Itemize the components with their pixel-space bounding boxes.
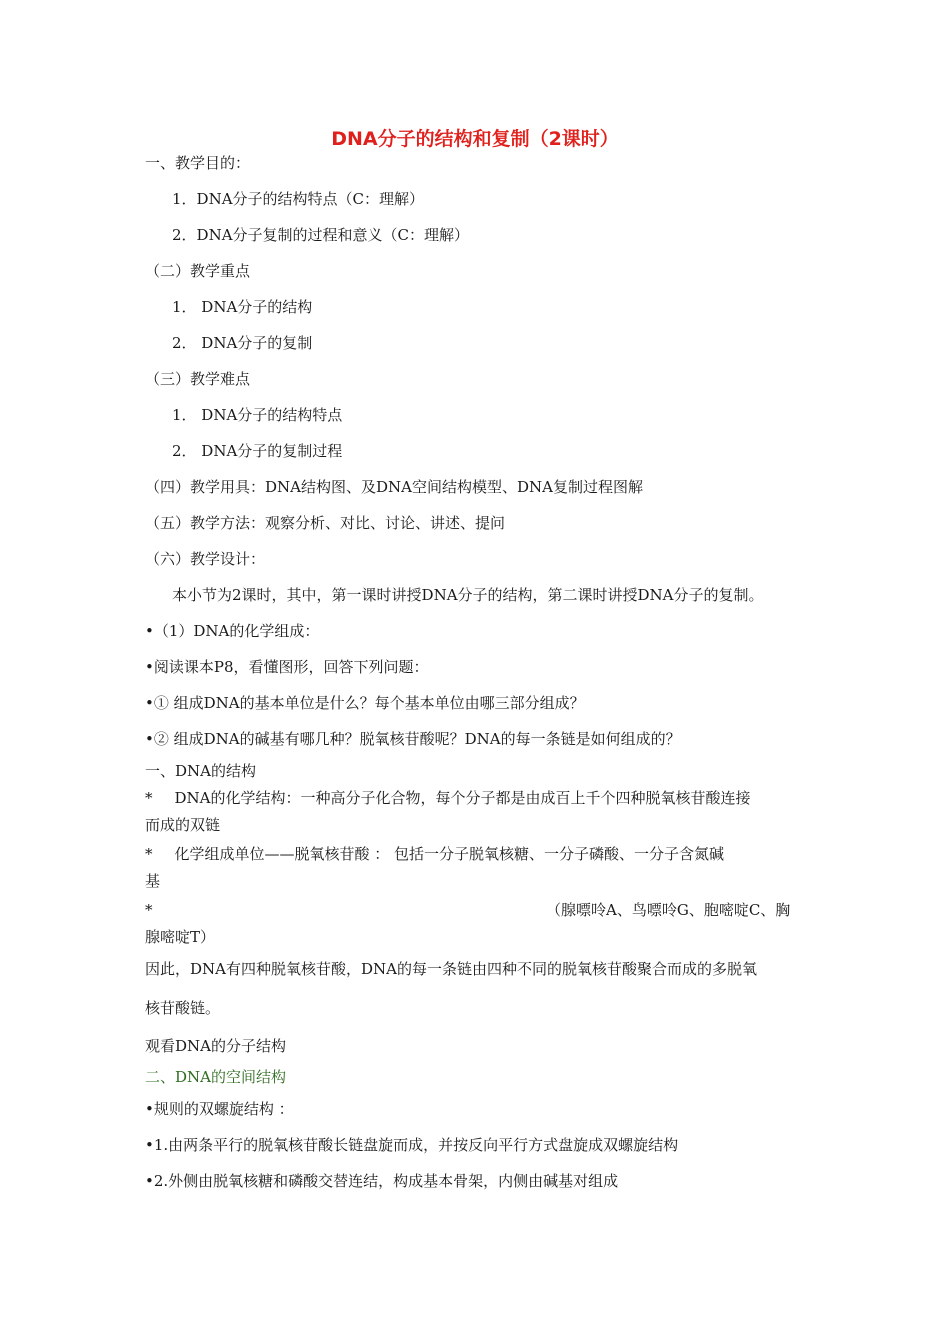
bases-list-continued: 腺嘧啶T） bbox=[145, 928, 216, 946]
chemical-structure-continued: 而成的双链 bbox=[145, 816, 221, 834]
bullet-double-helix: •规则的双螺旋结构 ： bbox=[145, 1100, 294, 1118]
heading-objectives: 一、教学目的： bbox=[145, 154, 251, 172]
heading-dna-structure: 一、DNA的结构 bbox=[145, 762, 256, 780]
objective-1: 1．DNA分子的结构特点（C：理解） bbox=[172, 190, 425, 208]
watch-structure-line: 观看DNA的分子结构 bbox=[145, 1037, 286, 1055]
bullet-question-2: •② 组成DNA的碱基有哪几种？脱氧核苷酸呢？DNA的每一条链是如何组成的？ bbox=[145, 730, 681, 748]
heading-key-points: （二）教学重点 bbox=[145, 262, 251, 280]
heading-spatial-structure: 二、DNA的空间结构 bbox=[145, 1068, 286, 1086]
star-item-composition-unit bbox=[145, 844, 724, 864]
key-point-1: 1． DNA分子的结构 bbox=[172, 298, 313, 316]
objective-2: 2．DNA分子复制的过程和意义（C：理解） bbox=[172, 226, 470, 244]
star-marker: * bbox=[145, 789, 153, 807]
difficulty-2: 2． DNA分子的复制过程 bbox=[172, 442, 343, 460]
heading-tools: （四）教学用具：DNA结构图、及DNA空间结构模型、DNA复制过程图解 bbox=[145, 478, 643, 496]
difficulty-1: 1． DNA分子的结构特点 bbox=[172, 406, 343, 424]
chemical-structure-text: DNA的化学结构：一种高分子化合物，每个分子都是由成百上千个四种脱氧核苷酸连接 bbox=[174, 789, 751, 807]
star-item-chemical-structure bbox=[145, 788, 751, 808]
heading-difficulties: （三）教学难点 bbox=[145, 370, 251, 388]
key-point-2: 2． DNA分子的复制 bbox=[172, 334, 313, 352]
heading-design: （六）教学设计： bbox=[145, 550, 266, 568]
star-item-bases-marker: * bbox=[145, 901, 153, 919]
composition-unit-continued: 基 bbox=[145, 872, 161, 890]
design-paragraph: 本小节为2课时，其中，第一课时讲授DNA分子的结构，第二课时讲授DNA分子的复制。 bbox=[172, 586, 764, 604]
bullet-read-textbook: •阅读课本P8，看懂图形，回答下列问题： bbox=[145, 658, 429, 676]
bases-list: （腺嘌呤A、鸟嘌呤G、胞嘧啶C、胸 bbox=[546, 901, 791, 919]
star-marker: * bbox=[145, 845, 153, 863]
composition-unit-text: 化学组成单位——脱氧核苷酸 ： 包括一分子脱氧核糖、一分子磷酸、一分子含氮碱 bbox=[174, 845, 725, 863]
conclusion-paragraph-continued: 核苷酸链。 bbox=[145, 999, 221, 1017]
bullet-helix-point-2: •2.外侧由脱氧核糖和磷酸交替连结，构成基本骨架，内侧由碱基对组成 bbox=[145, 1172, 619, 1190]
bullet-helix-point-1: •1.由两条平行的脱氧核苷酸长链盘旋而成，并按反向平行方式盘旋成双螺旋结构 bbox=[145, 1136, 679, 1154]
conclusion-paragraph: 因此，DNA有四种脱氧核苷酸，DNA的每一条链由四种不同的脱氧核苷酸聚合而成的多脱氧 bbox=[145, 960, 757, 978]
bullet-question-1: •① 组成DNA的基本单位是什么？每个基本单位由哪三部分组成？ bbox=[145, 694, 585, 712]
bullet-chemical-composition: •（1）DNA的化学组成： bbox=[145, 622, 320, 640]
document-title: DNA分子的结构和复制（2课时） bbox=[331, 128, 619, 150]
heading-methods: （五）教学方法：观察分析、对比、讨论、讲述、提问 bbox=[145, 514, 506, 532]
